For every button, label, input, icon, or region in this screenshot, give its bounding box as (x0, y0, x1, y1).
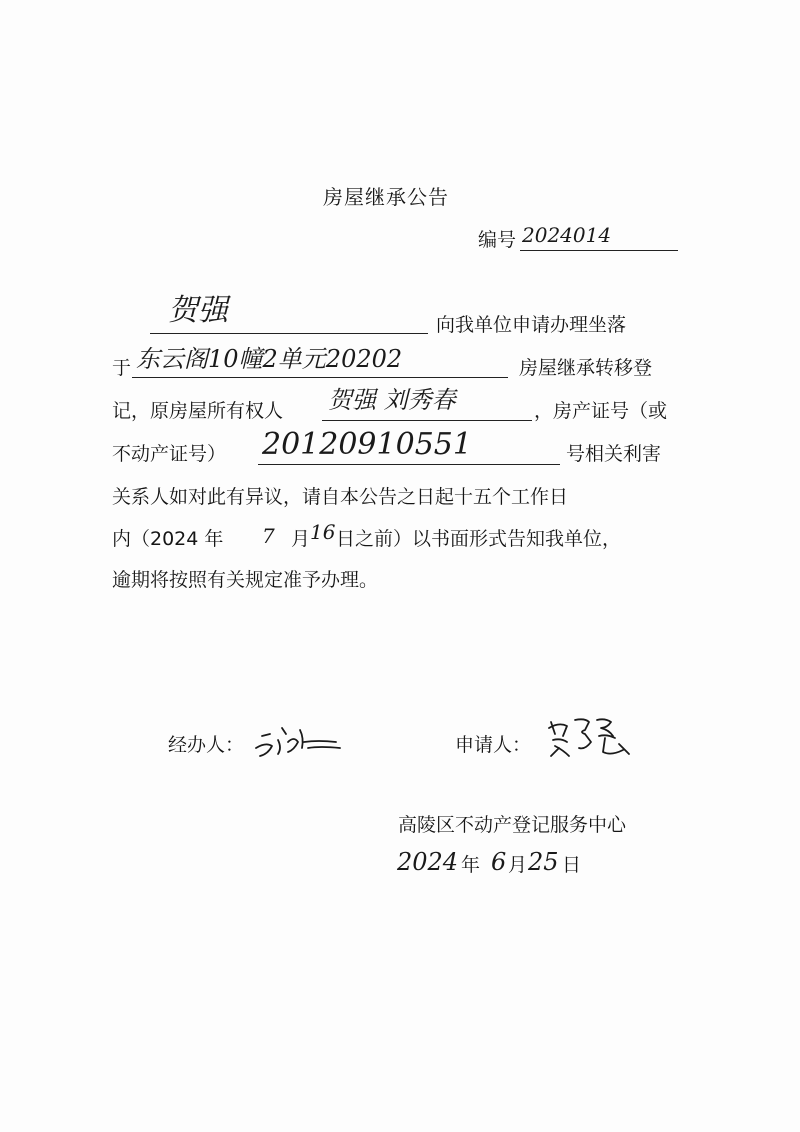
date-month-char: 月 (508, 854, 528, 876)
text-line5: 关系人如对此有异议，请自本公告之日起十五个工作日 (112, 486, 569, 508)
text-line6-a: 内（2024 年 (112, 528, 224, 550)
text-cert: ，房产证号（或 (534, 400, 668, 422)
owners-handwritten: 贺强 刘秀春 (328, 386, 456, 414)
date-day: 25 (528, 848, 559, 876)
deadline-day: 16 (310, 520, 336, 544)
number-value: 2024014 (522, 223, 612, 247)
text-line7: 逾期将按照有关规定准予办理。 (112, 569, 379, 591)
org-name: 高陵区不动产登记服务中心 (398, 814, 627, 836)
date-day-char: 日 (562, 854, 582, 876)
handler-signature (248, 718, 348, 760)
date-year-char: 年 (461, 854, 481, 876)
deadline-month: 7 (262, 524, 275, 548)
text-yu: 于 (112, 357, 132, 379)
text-line6-b: 月 (291, 528, 311, 550)
text-ji-owner: 记，原房屋所有权人 (112, 400, 284, 422)
applicant-label: 申请人： (455, 734, 532, 756)
cert-underline (258, 464, 560, 465)
document-title: 房屋继承公告 (323, 185, 449, 209)
applicant-signature (545, 712, 645, 760)
text-apply: 向我单位申请办理坐落 (436, 314, 627, 336)
date-month: 6 (491, 848, 507, 876)
number-label: 编号 (478, 229, 517, 251)
date-year: 2024 (397, 848, 459, 876)
applicant-handwritten: 贺强 (168, 293, 228, 328)
owners-underline (322, 420, 532, 421)
applicant-underline (150, 333, 428, 334)
text-estate-cert: 不动产证号） (112, 443, 227, 465)
location-underline (132, 377, 508, 378)
text-related: 号相关利害 (566, 443, 662, 465)
text-transfer: 房屋继承转移登 (519, 357, 653, 379)
handler-label: 经办人： (168, 734, 245, 756)
cert-handwritten: 20120910551 (262, 427, 472, 462)
number-underline (520, 250, 678, 251)
location-handwritten: 东云阁10幢2单元20202 (136, 345, 403, 373)
text-line6-c: 日之前）以书面形式告知我单位， (336, 528, 622, 550)
